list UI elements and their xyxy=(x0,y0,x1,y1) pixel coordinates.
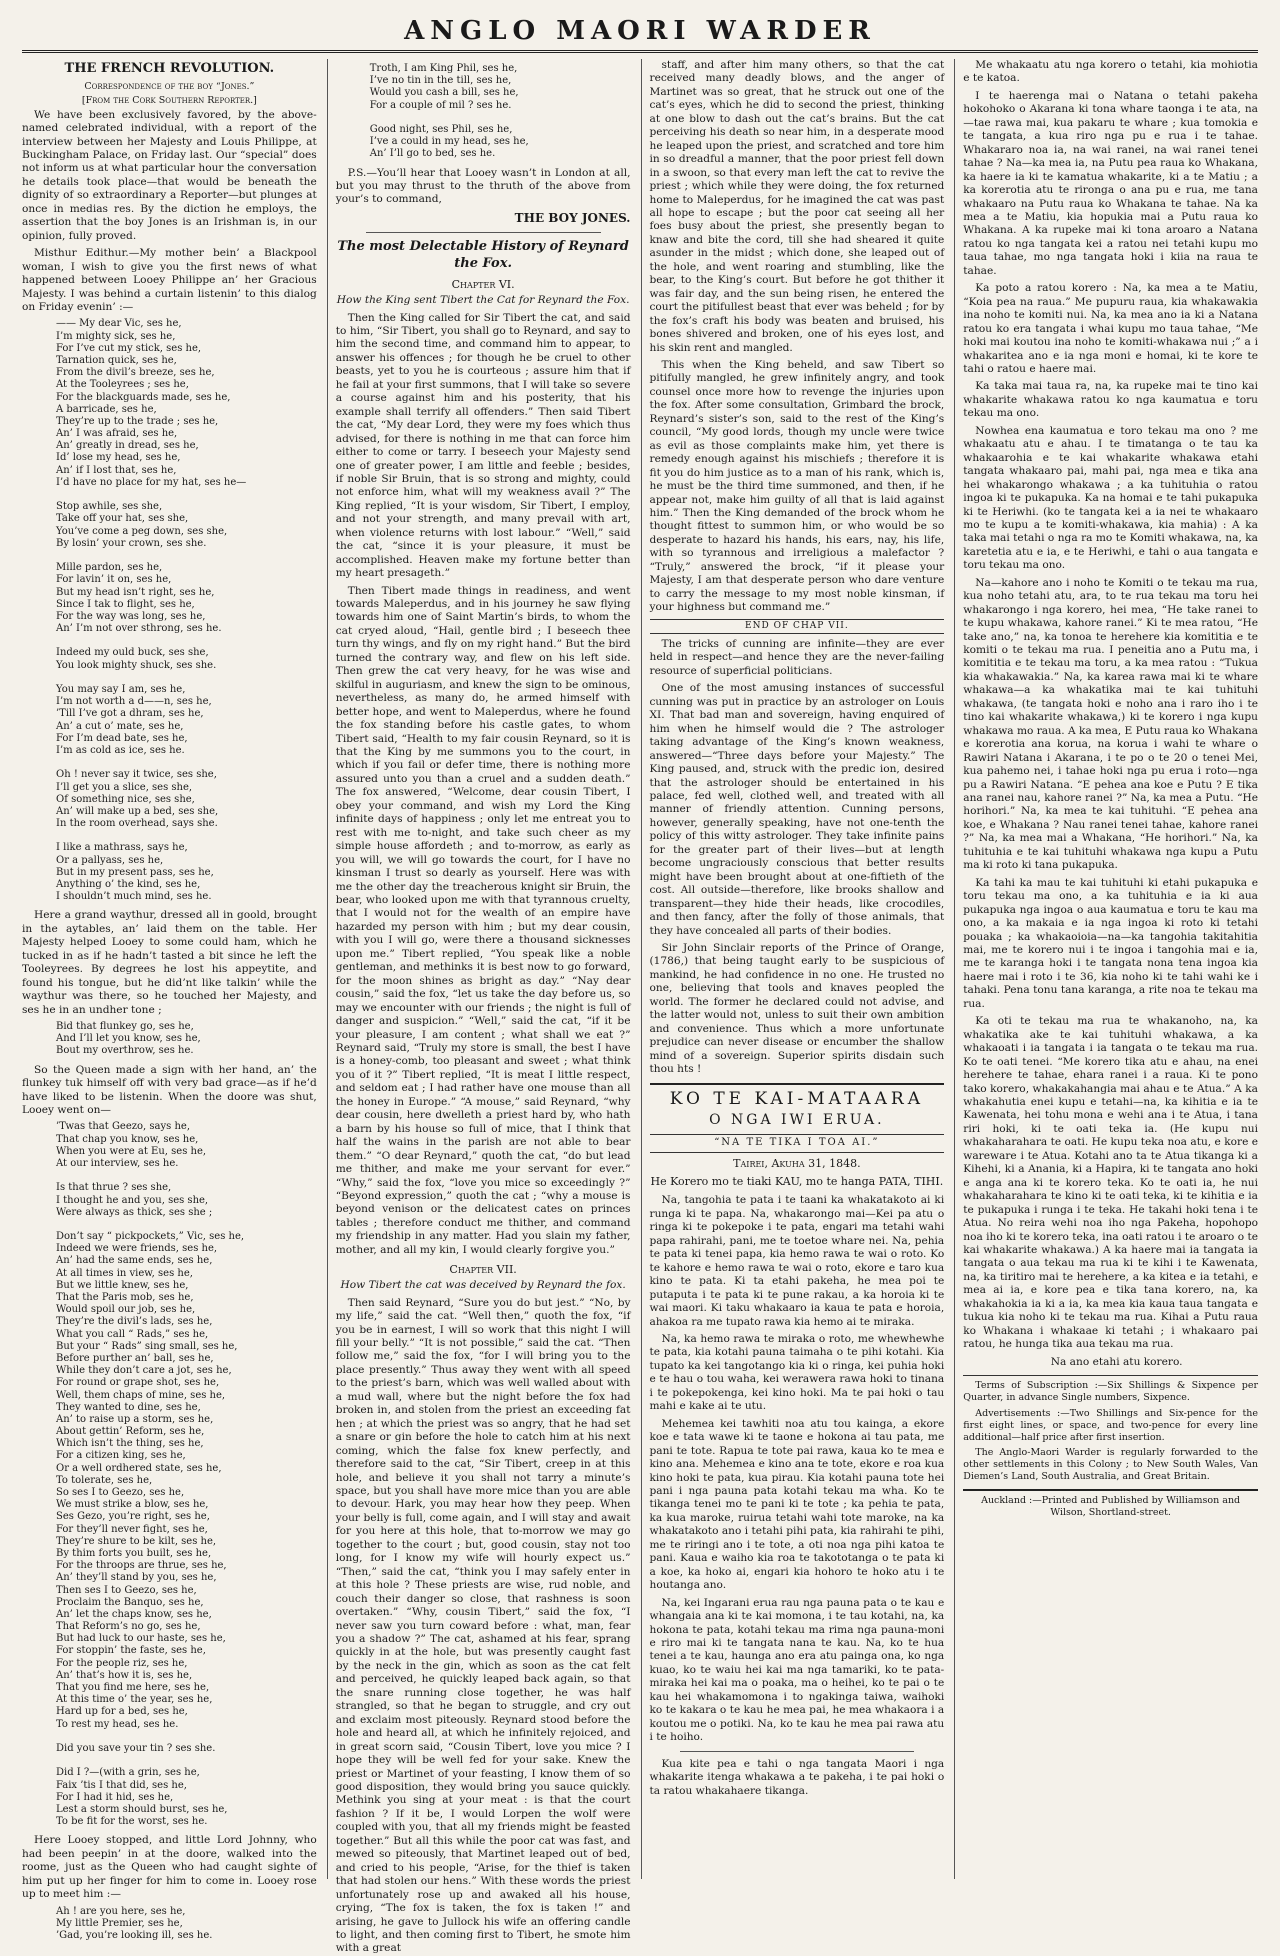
paragraph: Na, kei Ingarani erua rau nga pauna pata o te kau e whangaia ana ki te kai momona, i te tau kotahi, na, ka hokona te pata, kotahi tekau ma rima nga pauna-moni e riro mai ki te tangata nana te kau. Na, ko te hua tenei a te kau, haunga ano era atu painga ona, ko nga kuao, ko te waiu hei kai ma nga tamariki, ko te pata-miraka hei kai ma o poaka, ma o heihei, ko te pai o te kau hei whakamomona i to ngakinga taiwa, waihoki ko te kakara o te kau he mea pai, he mea whakaora i a koutou me o potiki. Na, ko te kau he mea pai rawa atu i te hoiho. xyxy=(649,1596,945,1744)
paragraph: Ka poto a ratou korero : Na, ka mea a te Matiu, “Koia pea na raua.” Me pupuru raua, kia whakawakia ina noho te komiti nui. Na, ka mea ano ia ki a Natana ratou ko era tangata i whai kupu mo taua tahae, “Me hoki mai koutou ina noho te komiti-whakawa nui ;” a i whakaritea ano e ia nga moni e homai, ki te kore te tahi o ratou e haere mai. xyxy=(963,282,1258,375)
paragraph: Then the King called for Sir Tibert the cat, and said to him, “Sir Tibert, you shall go to Reynard, and say to him the second time, and command him to appear, to answer his offences ; for though he be cruel to other beasts, yet to you he is courteous ; assure him that if he fail at your first summons, that I will take so severe a course against him and his posterity, that his example shall terrify all offenders.” Then said Tibert the cat, “My dear Lord, they were my foes which thus advised, for there is nothing in me that can force him either to come or tarry. I beseech your Majesty send one of greater power, I am little and feeble ; besides, if noble Sir Bruin, that is so strong and mighty, could not enforce him, what will my weakness avail ?” The King replied, “It is your wisdom, Sir Tibert, I employ, and not your strength, and many prevail with art, when violence returns with lost labour.” “Well,” said the cat, “since it is your pleasure, it must be accomplished. Heaven make my fortune better than my heart presageth.” xyxy=(335,311,631,580)
forwarding-text: The Anglo-Maori Warder is regularly forwarded to the other settlements in this Colony ; to New South Wales, Van Diemen’s Land, South Australia, and Great Britain. xyxy=(963,1447,1258,1483)
paragraph: The tricks of cunning are infinite—they are ever held in respect—and hence they are the never-failing resource of superficial politicians. xyxy=(649,638,945,677)
column-4 xyxy=(954,59,1258,1879)
columns xyxy=(22,59,1258,1955)
section-heading: KO TE KAI-MATAARA xyxy=(650,1083,945,1111)
article-title: THE FRENCH REVOLUTION. xyxy=(64,61,275,76)
paragraph: Here Looey stopped, and little Lord Johnny, who had been peepin’ in at the doore, walked into the roome, just as the Queen who had caught sighte of him put up her finger for him to come in. Looey rose up to meet him :— xyxy=(22,1834,317,1901)
paragraph: Na, tangohia te pata i te taani ka whakatakoto ai ki runga ki te papa. Na, whakarongo mai—Kei pa atu o ringa ki te pokepoke i te pata, engari ma tetahi wahi papa rahirahi, pani, me te toetoe whare nei. Na, pehia te pata ki tenei papa, kia hemo rawa te wai o roto. Ko te kahore e hemo rawa te wai o roto, ekore e taro kua kino te pata. Ki ta etahi pakeha, he mea poi te putaputa i te pata ki te pune rakau, a ka horoia ki te wai maori. Ki taku whakaaro ia kaua te pata e horoia, ahakoa ra me tupato rawa kia hemo ai te miraka. xyxy=(649,1194,945,1328)
paragraph: Then Tibert made things in readiness, and went towards Maleperdus, and in his journey he saw flying towards him one of Saint Martin’s birds, to whom the cat cryed aloud, “Hail, gentle bird ; I beseech thee turn thy wings, and fly on my right hand.” But the bird turned the contrary way, and flew on his left side. Then grew the cat very heavy, for he was wise and skilful in auguriasm, and knew the sign to be ominous, nevertheless, as many do, he armed himself with better hope, and went to Maleperdus, where he found the fox standing before his castle gates, to whom Tibert said, “Health to my fair cousin Reynard, so it is that the King by me summons you to the court, in which if you fail or defer time, there is nothing more assured unto you than a cruel and a sudden death.” The fox answered, “Welcome, dear cousin Tibert, I obey your command, and wish my Lord the King infinite days of happiness ; only let me entreat you to rest with me to-night, and take such cheer as my simple house affordeth ; and to-morrow, as early as you will, we will go towards the court, for I have no kinsman I trust so dearly as yourself. Here was with me the other day the treacherous knight sir Bruin, the bear, who looked upon me with that tyrannous cruelty, that I would not for the wealth of an empire have hazarded my person with him ; but my dear cousin, with you I will go, were there a thousand sicknesses upon me.” Tibert replied, “You speak like a noble gentleman, and methinks it is best now to go forward, for the moon shines as bright as day.” “Nay dear cousin,” said the fox, “let us take the day before us, so may we encounter with our friends ; the night is full of danger and suspicion.” “Well,” said the cat, “if it be your pleasure, I am content ; what shall we eat ?” Reynard said, “Truly my store is small, the best I have is a honey-comb, too pleasant and sweet ; what think you of it ?” Tibert replied, “It is meat I little respect, and seldom eat ; I had rather have one mouse than all the honey in Europe.” “A mouse,” said Reynard, “why dear cousin, here dwelleth a priest hard by, who hath a barn by his house so full of mice, that I think that half the wains in the parish are not able to bear them.” “O dear Reynard,” quoth the cat, “do but lead me thither, and make me your servant for ever.” “Why,” said the fox, “love you mice so exceedingly ?” “Beyond expression,” quoth the cat ; “why a mouse is beyond venison or the delicatest cates on princes tables ; therefore conduct me thither, and command my friendship in any matter. Had you slain my father, mother, and all my kin, I would clearly forgive you.” xyxy=(335,584,631,1256)
paragraph: Kua kite pea e tahi o nga tangata Maori i nga whakarite itenga whakawa a te pakeha, i te pai hoki o ta ratou whakahaere tikanga. xyxy=(649,1757,945,1797)
headline: He Korero mo te tiaki KAU, mo te hanga PATA, TIHI. xyxy=(650,1174,944,1188)
paragraph: One of the most amusing instances of successful cunning was put in practice by an astrologer on Louis XI. That bad man and sovereign, having enquired of him when he himself would die ? The astrologer taking advantage of the King’s known weakness, answered—“Three days before your Majesty.” The King paused, and, struck with the predic ion, desired that the astrologer should be entertained in his palace, fed well, clothed well, and treated with all manner of friendly attention. Cunning persons, however, generally speaking, have not one-tenth the policy of this witty astrologer. They take infinite pains for the greater part of their lives—but at length become ungraciously conscious that better results might have been brought about at one-fiftieth of the cost. All outside—therefore, like brooks shallow and transparent—they hide their heads, like crocodiles, and then fancy, after the folly of those animals, that they have concealed all parts of their bodies. xyxy=(649,682,945,937)
masthead: ANGLO MAORI WARDER xyxy=(404,16,876,46)
paragraph: Ka tahi ka mau te kai tuhituhi ki etahi pukapuka e toru tekau ma ono, a ka tuhituhia e ia ki aua pukapuka nga ingoa o aua kaumatua e toru te kau ma ono, a ka makaia e ia nga ingoa ki roto ki tetahi pouaka ; ka whakaoioia—na—ka tangohia takitahitia mai, me te korero nui i te ingoa i tangohia mai e ia, me te karanga hoki i te tangata nona tena ingoa kia haere mai i roto i te 36, kia noho ki te tahi wahi ke i tahaki. Pena tonu tana karanga, a rite noa te tekau ma rua. xyxy=(963,876,1258,1010)
paragraph: Here a grand waythur, dressed all in goold, brought in the aytables, an’ laid them on the table. Her Majesty helped Looey to some could ham, which he tucked in as if he hadn’t tasted a bit since he left the Tooleyrees. By degrees he lost his appeytite, and found his tongue, but he did’nt like talkin’ while the waythur was there, so he touched her Majesty, and ses he in an undher tone ; xyxy=(22,909,317,1016)
column-1 xyxy=(22,59,317,1941)
chapter-heading: Chapter VII. xyxy=(449,1263,517,1277)
motto: “NA TE TIKA I TOA AI.” xyxy=(650,1134,945,1153)
section-subheading: O NGA IWI ERUA. xyxy=(709,1112,885,1129)
paragraph: Mehemea kei tawhiti noa atu tou kainga, a ekore koe e tata wawe ki te taone e hokona ai tau pata, me pani te tote. Rapua te tote pai rawa, kaua ko te mea e kino ana. Mehemea e kino ana te tote, ekore e roa kua kino hoki te pata, kua pirau. Kia kotahi pauna tote hei pani i nga pauna pata kotahi tekau ma wha. Ko te tikanga tenei mo te pani ki te tote ; ka pehia te pata, ka kua maroke, ruirua tetahi wahi tote maroke, na ka whakatakoto ano i tetahi pihi pata, kia rahirahi te pihi, me te riringi ano i te tote, a oti noa nga pihi katoa te pani. Kaua e waiho kia roa te takototanga o te pata ki a koe, ka hoko ai, engari kia hohoro te hoko atu i te houtanga ano. xyxy=(649,1417,945,1592)
paragraph: P.S.—You’ll hear that Looey wasn’t in London at all, but you may thrust to the thruth of the above from your’s to command, xyxy=(335,166,631,206)
paragraph: Na—kahore ano i noho te Komiti o te tekau ma rua, kua noho tetahi atu, ara, to te rua tekau ma toru hei whakarongo i nga korero, hei mea, “He take ranei to te kupu whakawa, kahore ranei.” Ki te mea ratou, “He take ano,” na, ka tonoa te herehere kia komititia e te komiti o te tekau ma rua. I peneitia ano a Putu ma, i komititia e te tekau ma toru, a ka mea ratou : “Tukua kia whakawakia.” Na, ka karea rawa mai ki te whare whakawa—a ka whakatika mai te kai tuhituhi whakawa, (te tangata hoki e noho ana i raro iho i te tino kai whakarite whakawa,) ki te korero i nga kupu whakawa mo raua. A ka mea, E Putu raua ko Whakana e korerotia ana korua, na korua i wahi te whare o Rawiri Natana i Akarana, i te po o te 20 o tenei Mei, kua pahemo nei, i tahae hoki nga pu erua i roto—nga pu a Rawiri Natana. “E pehea ana koe e Putu ? E tika ana ranei nau, kahore ranei ?” Na, ka mea a Putu. “He horihori.” Na, ka mea te kai tuhituhi. “E pehea ana koe, e Whakana ? Nau ranei tenei tahae, kahore ranei ?” Na, ka mea mai a Whakana, “He horihori.” Na, ka tuhituhia e te kai tuhituhi whakawa nga kupu a Putu ma ki roto ki tana pukapuka. xyxy=(963,576,1258,872)
column-2 xyxy=(327,59,631,1955)
paragraph: Then said Reynard, “Sure you do but jest.” “No, by my life,” said the cat. “Well then,” quoth the fox, “if you be in earnest, I will so work that this night I will fill your belly.” “It is not possible,” said the cat. “Then follow me,” said the fox, “for I will bring you to the place presently.” Thus away they went with all speed to the priest’s barn, which was well walled about with a mud wall, where but the night before the fox had broken in, and stolen from the priest an exceeding fat hen ; at which the priest was so angry, that he had set a snare or gin before the hole to catch him at his next coming, which the false fox knew perfectly, and therefore said to the cat, “Sir Tibert, creep in at this hole, and believe it you shall not tarry a minute’s space, but you shall have more mice than you are able to devour. Hark, you may hear how they peep. When your belly is full, come again, and I will stay and await for you here at this hole, that to-morrow we may go together to the court ; but, good cousin, stay not too long, for I know my wife will hourly expect us.” “Then,” said the cat, “think you I may safely enter in at this hole ? These priests are wise, rud noble, and couch their danger so close, that rashness is soon overtaken.” “Why, cousin Tibert,” said the fox, “I never saw you turn coward before : what, man, fear you a shadow ?” The cat, ashamed at his fear, sprang quickly in at the hole, but was presently caught fast by the neck in the gin, which as soon as the cat felt and perceived, he quickly leaped back again, so that the snare running close together, he was half strangled, so that he began to struggle, and cry out and exclaim most piteously. Reynard stood before the hole and heard all, at which he infinitely rejoiced, and in great scorn said, “Cousin Tibert, love you mice ? I hope they will be well fed for your sake. Knew the priest or Martinet of your feasting, I know them of so good disposition, they would bring you sauce quickly. Methink you sing at your meat : is that the court fashion ? If it be, I would Lorpen the wolf were coupled with you, that all my friends might be feasted together.” But all this while the poor cat was fast, and mewed so piteously, that Martinet leaped out of bed, and cried to his people, “Arise, for the thief is taken that had stolen our hens.” With these words the priest unfortunately rose up and awaked all his house, crying, “The fox is taken, the fox is taken !” and arising, he gave to Jullock his wife an offering candle to light, and then coming first to Tibert, he smote him with a great xyxy=(335,1296,631,1955)
chapter-subtitle: How the King sent Tibert the Cat for Reynard the Fox. xyxy=(336,294,630,307)
dateline: Tairei, Akuha 31, 1848. xyxy=(733,1156,861,1170)
paragraph: I te haerenga mai o Natana o tetahi pakeha hokohoko o Akarana ki tona whare taonga i te ata, na—tae rawa mai, kua pakaru te whare ; kua tomokia e te tangata, a kua riro nga pu e rua i te tahae. Whakararo noa ia, na wai ranei, na wai ranei tenei tahae ? Na—ka mea ia, na Putu pea raua ko Whakana, ka haere ia ki te kamatua whakarite, ki a te Matiu ; a ka korerotia atu te rironga o ana pu e rua, me tana whakaaro na Putu raua ko Whakana te tahae. Na ka mea a te Matiu, kia hopukia mai a Putu raua ko Whakana. A ka rupeke mai ki tona aroaro a Natana ratou ko nga tangata kei a ratou nei tetahi kupu mo taua tahae, mo nga tangata hoki i kiia na raua te tahae. xyxy=(963,89,1258,277)
verse: Troth, I am King Phil, ses he, I’ve no tin in the till, ses he, Would you cash a bill, ses he, For a couple of mil ? ses he. Good night, ses Phil, ses he, I’ve a could in my head, ses he, An’ I’ll go to bed, ses he. xyxy=(369,63,529,160)
advertisements-text: Advertisements :—Two Shillings and Six-pence for the first eight lines, or space, and two-pence for every line additional—half price after first insertion. xyxy=(963,1407,1258,1443)
paragraph: Ka oti te tekau ma rua te whakanoho, na, ka whakatika ake te kai tuhituhi whakawa, a ka whakaoati i ia tangata i ia tangata o te tekau ma rua. Ko te oati tenei. “Me korero tika atu e ahau, na enei herehere te tahae, ehara ranei i a raua. Ki te pono tako korero, whakakahangia mai ahau e te Atua.” A ka whakahutia enei kupu e tetahi—na, ka kihitia e ia te Kawenata, hei tohu mona e wehi ana i te Atua, i tana riri hoki, ki te oati teka ia. (He kupu nui whakaharahara te oati. He kupu teka noa atu, e kore e wareware i te Atua. Kotahi ano ta te Atua tikanga ki a Kihehi, ki a Anania, ki a Hapira, ki te tangata ano hoki e anga ana ki te korero teka. Ko te oati ia, he nui whakaharahara te kino ki te oati teka, ki te kihitia e ia te pukapuka i runga i te teka. He takahi hoki tena i te Atua. No reira wehi noa iho nga Pakeha, hopohopo noa iho ki te korero teka, ina oati ratou i te aroaro o te kai whakarite whakawa.) A ka haere mai ia tangata ia tangata o aua tekau ma rua ki te kihi i te Kawenata, na, ka tiritiro mai te herehere, a ka kitea e ia tetahi, e mea ai ia, e kore pea e tika tana korero, na, ka whakahokia ia ki a ia, ka mea kia kaua taua tangata e tukua kia noho ki te tekau ma rua. Kihai a Putu raua ko Whakana i whakaae ki tetahi ; i whakaaro pai ratou, he hunga tika aua tekau ma rua. xyxy=(963,1015,1258,1351)
signature: THE BOY JONES. xyxy=(514,210,631,225)
verse: Ah ! are you here, ses he, My little Premier, ses he, ’Gad, you’re looking ill, ses he. xyxy=(56,1905,213,1941)
chapter-subtitle: How Tibert the cat was deceived by Reynard the fox. xyxy=(340,1279,626,1292)
paragraph: Na ano etahi atu korero. xyxy=(1050,1355,1183,1368)
paragraph: Ka taka mai taua ra, na, ka rupeke mai te tino kai whakarite whakawa ratou ko nga kaumatua e toru tekau ma ono. xyxy=(963,380,1258,420)
divider xyxy=(680,1751,915,1752)
paragraph: So the Queen made a sign with her hand, an’ the flunkey tuk himself off with very bad grace—as if he’d have liked to be listenin. When the doore was shut, Looey went on— xyxy=(22,1063,317,1116)
story-title: The most Delectable History of Reynard the Fox. xyxy=(337,239,629,271)
imprint: Auckland :—Printed and Published by Williamson and Wilson, Shortland-street. xyxy=(963,1489,1258,1519)
paragraph: Na, ka hemo rawa te miraka o roto, me whewhewhe te pata, kia kotahi pauna taimaha o te pihi kotahi. Kia tupato ka kei tangotango kia ki o ringa, kei puhia hoki e te hau o tou waha, kei werawera rawa hoki to tinana i te pokepokenga, kei kino hoki. Ma te pai hoki o tau mahi e kake ai te utu. xyxy=(649,1333,945,1413)
chapter-heading: Chapter VI. xyxy=(451,278,515,292)
end-of-chapter: END OF CHAP VII. xyxy=(650,619,945,634)
paragraph: Sir John Sinclair reports of the Prince of Orange, (1786,) that being taught early to be suspicious of mankind, he had confidence in no one. He trusted no one, believing that tools and knaves peopled the world. The former he declared could not advise, and the latter would not, unless to suit their own ambition and convenience. Thus which a more unfortunate prejudice can never disease or encumber the shallow mind of a sovereign. Superior spirits disdain such thou hts ! xyxy=(649,941,945,1076)
column-3 xyxy=(641,59,945,1879)
terms-text: Terms of Subscription :—Six Shillings & Sixpence per Quarter, in advance Single numbers, Sixpence. xyxy=(963,1380,1258,1403)
divider xyxy=(366,232,601,233)
subscription-terms xyxy=(963,1375,1258,1483)
paragraph: Me whakaatu atu nga korero o tetahi, kia mohiotia e te katoa. xyxy=(963,59,1258,85)
article-source: [From the Cork Southern Reporter.] xyxy=(81,94,257,106)
paragraph: This when the King beheld, and saw Tibert so pitifully mangled, he grew infinitely angry, and took counsel once more how to revenge the injuries upon the fox. After some consultation, Grimbard the brock, Reynard’s sister’s son, said to the rest of the King’s council, “My good lords, though my uncle were twice as evil as those complaints make him, yet there is remedy enough against his mischiefs ; therefore it is fit you do him justice as to a man of his rank, which is, he must be the third time summoned, and then, if he appear not, make him guilty of all that is laid against him.” Then the King demanded of the brock whom he thought fittest to summon him, or who would be so desperate to hazard his hands, his ears, nay, his life, with so tyrannous and irreligious a malefactor ? “Truly,” answered the brock, “if it please your Majesty, I am that desperate person who dare venture to carry the message to my most noble kinsman, if your highness but command me.” xyxy=(649,358,945,614)
paragraph: Misthur Edithur.—My mother bein’ a Blackpool woman, I wish to give you the first news of what happened between Looey Philippe an’ her Gracious Majesty. I was behind a curtain listenin’ to this dialog on Friday evenin’ :— xyxy=(22,247,317,313)
verse: ’Twas that Geezo, says he, That chap you know, ses he, When you were at Eu, ses he, At our interview, ses he. Is that thrue ? ses she, I thought he and you, ses she, Were always as thick, ses she ; Don’t say “ pickpockets,” Vic, ses he, Indeed we were friends, ses he, An’ had the same ends, ses he, At all times in view, ses he, But we little knew, ses he, That the Paris mob, ses he, Would spoil our job, ses he, They’re the divil’s lads, ses he, What you call “ Rads,” ses he, But your “ Rads” sing small, ses he, Before purther an’ ball, ses he, While they don’t care a jot, ses he, For round or grape shot, ses he, Well, them chaps of mine, ses he, They wanted to dine, ses he, An’ to raise up a storm, ses he, About gettin’ Reform, ses he, Which isn’t the thing, ses he, For a citizen king, ses he, Or a well ordhered state, ses he, To tolerate, ses he, So ses I to Geezo, ses he, We must strike a blow, ses he, Ses Gezo, you’re right, ses he, For they’ll never fight, ses he, They’re shure to be kilt, ses he, By thim forts you built, ses he, For the throops are thrue, ses he, An’ they’ll stand by you, ses he, Then ses I to Geezo, ses he, Proclaim the Banquo, ses he, An’ let the chaps know, ses he, That Reform’s no go, ses he, But had luck to our haste, ses he, For stoppin’ the faste, ses he, For the people riz, ses he, An’ that’s how it is, ses he, That you find me here, ses he, At this time o’ the year, ses he, Hard up for a bed, ses he, To rest my head, ses he. Did you save your tin ? ses she. Did I ?—(with a grin, ses he, Faix ’tis I that did, ses he, For I had it hid, ses he, Lest a storm should burst, ses he, To be fit for the worst, ses he. xyxy=(56,1121,245,1828)
masthead-rule xyxy=(22,50,1258,53)
article-correspondence: Correspondence of the boy “Jones.” xyxy=(84,80,255,92)
verse: —— My dear Vic, ses he, I’m mighty sick, ses he, For I’ve cut my stick, ses he, Tarnation quick, ses he, From the divil’s breeze, ses he, At the Tooleyrees ; ses he, For the blackguards made, ses he, A barricade, ses he, They’re up to the trade ; ses he, An’ I was afraid, ses he, An’ greatly in dread, ses he, Id’ lose my head, ses he, An’ if I lost that, ses he, I’d have no place for my hat, ses he— Stop awhile, ses she, Take off your hat, ses she, You’ve come a peg down, ses she, By losin’ your crown, ses she. Mille pardon, ses he, For lavin’ it on, ses he, But my head isn’t right, ses he, Since I tak to flight, ses he, For the way was long, ses he, An’ I’m not over sthrong, ses he. Indeed my ould buck, ses she, You look mighty shuck, ses she. You may say I am, ses he, I’m not worth a d——n, ses he, ’Till I’ve got a dhram, ses he, An’ a cut o’ mate, ses he, For I’m dead bate, ses he, I’m as cold as ice, ses he. Oh ! never say it twice, ses she, I’ll get you a slice, ses she, Of something nice, ses she, An’ will make up a bed, ses she, In the room overhead, says she. I like a mathrass, says he, Or a pallyass, ses he, But in my present pass, ses he, Anything o’ the kind, ses he, I shouldn’t much mind, ses he. xyxy=(56,318,247,903)
verse: Bid that flunkey go, ses he, And I’ll let you know, ses he, Bout my overthrow, ses he. xyxy=(56,1021,201,1057)
paragraph: staff, and after him many others, so that the cat received many deadly blows, and the anger of Martinet was so great, that he struck out one of the cat’s eyes, which he did to second the priest, thinking at one blow to dash out the cat’s brains. But the cat perceiving his death so near him, in a desperate mood he leaped upon the priest, and scratched and tore him in so dreadful a manner, that the poor priest fell down in a swoon, so that every man left the cat to revive the priest ; which while they were doing, the fox returned home to Maleperdus, for he imagined the cat was past all hope to escape ; but the poor cat seeing all her foes busy about the priest, she presently began to knaw and bite the cord, till she had sheared it quite asunder in the midst ; which done, she leaped out of the hole, and went roaring and stumbling, like the bear, to the King’s court. But before he got thither it was fair day, and the sun being risen, he entered the court the pitifullest beast that ever was beheld ; for by the fox’s craft his body was beaten and bruised, his bones shivered and broken, one of his eyes lost, and his skin rent and mangled. xyxy=(649,59,945,354)
paragraph: Nowhea ena kaumatua e toro tekau ma ono ? me whakaatu atu e ahau. I te timatanga o te tau ka whakaarohia e te kai whakarite whakawa etahi tangata whakaaro pai, mahi pai, nga mea e tika ana hei whakarongo whakawa ; a ka tuhituhia o ratou ingoa ki te pukapuka. Ka na homai e te tahi pukapuka ki te Heriwhi. (ko te tangata kei a ia nei te whakaaro mo te kupu a te komiti-whakawa, kia mahia) : A ka taka mai tetahi o nga ra mo te Komiti whakawa, na, ka karetetia atu e ia, e te Heriwhi, e tahi o aua tangata e toru tekau ma ono. xyxy=(963,424,1258,572)
paragraph: We have been exclusively favored, by the above-named celebrated individual, with a report of the interview between her Majesty and Louis Philippe, at Buckingham Palace, on Friday last. Our “special” does not inform us at what particular hour the conversation he details took place—that would be beneath the dignity of so extraordinary a Reporter—but plunges at once in medias res. By the diction he employs, the assertion that the boy Jones is an Irishman is, in our opinion, fully proved. xyxy=(22,108,317,242)
